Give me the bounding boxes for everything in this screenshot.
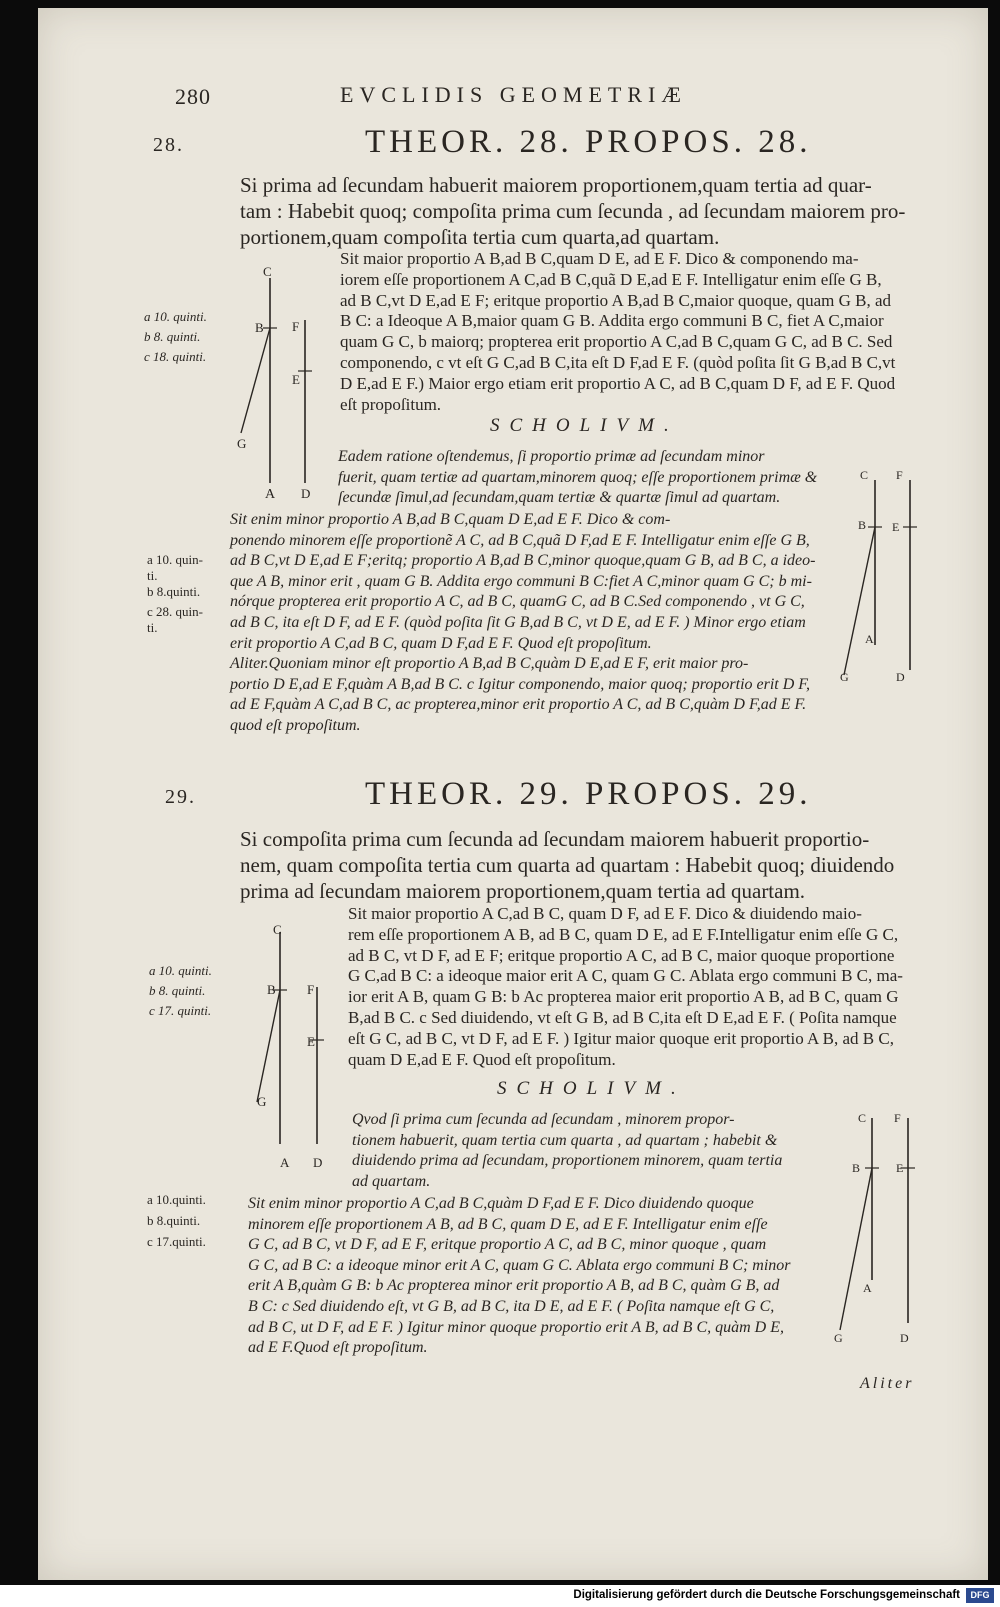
text-line: ad quartam. (352, 1172, 431, 1190)
page-number: 280 (175, 84, 211, 109)
svg-text:D: D (301, 486, 311, 501)
svg-text:E: E (896, 1161, 904, 1175)
margin-note: ti. (147, 568, 158, 583)
prop28-scholium-body (230, 510, 830, 737)
prop29-demonstration (348, 904, 943, 1070)
svg-text:C: C (263, 264, 272, 279)
svg-text:G: G (840, 670, 849, 684)
text-line: Eadem ratione oſtendemus, ſi proportio primæ ad ſecundam minor (338, 448, 765, 465)
prop28-demonstration (340, 249, 940, 415)
text-line: ad B C,vt D E,ad E F; eritque proportio A B,ad B C,maior quoque, quam G B, ad (340, 290, 892, 310)
text-line: G C,ad B C: a ideoque maior erit A C, quam G C. Ablata ergo communi B C, ma- (348, 966, 903, 986)
svg-text:G: G (257, 1094, 267, 1109)
prop29-margin-number: 29. (165, 786, 196, 808)
text-line: componendo, c vt eſt G C,ad B C,ita eſt D F,ad E F. (quòd poſita ſit G B,ad B C,vt (340, 352, 896, 372)
svg-text:F: F (894, 1111, 901, 1125)
text-line: fuerit, quam tertiæ ad quartam,minorem quoq; eſſe proportionem primæ & (338, 468, 818, 486)
svg-text:F: F (896, 468, 903, 482)
margin-note: c 18. quinti. (144, 349, 207, 364)
svg-text:A: A (280, 1155, 290, 1170)
margin-note: b 8. quinti. (144, 329, 201, 344)
text-line: ad B C, ita eſt D F, ad E F. (quòd poſita ſit G B,ad B C, vt D E, ad E F. ) Minor ergo etiam (230, 613, 806, 631)
running-title: EVCLIDIS GEOMETRIÆ (340, 82, 687, 107)
enunciation-line: prima ad ſecundam maiorem proportionem,quam tertia ad quartam. (240, 879, 806, 903)
prop29-scholium-body (248, 1194, 798, 1359)
enunciation-line: Si compoſita prima cum ſecunda ad ſecundam maiorem habuerit proportio- (240, 827, 870, 851)
svg-text:B: B (858, 518, 867, 532)
footer-credit: Digitalisierung gefördert durch die Deutsche Forschungsgemeinschaft (573, 1589, 960, 1601)
svg-text:F: F (307, 982, 315, 997)
text-line: ad E F.Quod eſt propoſitum. (248, 1339, 428, 1357)
text-line: quam D E,ad E F. Quod eſt propoſitum. (348, 1049, 616, 1069)
prop28-scholium-notes (147, 550, 227, 634)
text-line: que A B, minor erit , quam G B. Addita ergo communi B C:fiet A C,minor quam G C; b mi- (230, 572, 812, 590)
prop28-scholium-heading: SCHOLIVM. (490, 415, 679, 436)
margin-note: b 8. quinti. (149, 983, 206, 998)
text-line: minorem eſſe proportionem A B, ad B C, quam D E, ad E F. Intelligatur enim eſſe (248, 1215, 768, 1233)
svg-text:A: A (863, 1281, 872, 1295)
text-line: nórque propterea erit proportio A C, ad B C, quamG C, ad B C.Sed componendo , vt G C, (230, 593, 805, 611)
margin-note: a 10. quinti. (149, 963, 212, 978)
margin-note: c 17. quinti. (149, 1003, 212, 1018)
svg-text:G: G (834, 1331, 843, 1345)
text-line: D E,ad E F.) Maior ergo etiam erit proportio A C, ad B C,quam D F, ad E F. Quod (340, 373, 896, 393)
svg-text:A: A (265, 487, 276, 502)
svg-text:G: G (237, 436, 247, 451)
svg-text:A: A (865, 632, 874, 646)
prop28-title: THEOR. 28. PROPOS. 28. (365, 124, 812, 160)
enunciation-line: tam : Habebit quoq; compoſita prima cum ſecunda , ad ſecundam maiorem pro- (240, 199, 906, 223)
margin-note: c 28. quin- (147, 604, 203, 619)
catchword: Aliter (860, 1375, 915, 1392)
svg-text:C: C (273, 922, 282, 937)
enunciation-line: Si prima ad ſecundam habuerit maiorem proportionem,quam tertia ad quar- (240, 173, 872, 197)
dfg-logo: DFG (966, 1588, 994, 1603)
prop29-enunciation (240, 826, 945, 904)
prop29-title: THEOR. 29. PROPOS. 29. (365, 776, 812, 812)
svg-text:C: C (860, 468, 869, 482)
margin-note: a 10. quin- (147, 552, 203, 567)
text-line: B,ad B C. c Sed diuidendo, vt eſt G B, ad B C,ita eſt D E,ad E F. ( Poſita namque (348, 1007, 897, 1027)
text-line: ſecundæ ſimul,ad ſecundam,quam tertiæ & quartæ ſimul ad quartam. (338, 489, 781, 507)
prop29-scholium-notes (147, 1189, 227, 1252)
prop29-scholium-heading: SCHOLIVM. (497, 1078, 686, 1099)
text-line: B C: a Ideoque A B,maior quam G B. Addita ergo communi B C, fiet A C,maior (340, 311, 884, 331)
text-line: diuidendo prima ad ſecundam, proportionem minorem, quam tertia (352, 1152, 783, 1170)
text-line: eſt G C, ad B C, vt D F, ad E F. ) Igitur maior quoque erit proportio A B, ad B C, (348, 1028, 894, 1048)
text-line: ior erit A B, quam G B: b Ac propterea maior erit proportio A B, ad B C, quam G (348, 987, 899, 1007)
text-line: Aliter.Quoniam minor eſt proportio A B,ad B C,quàm D E,ad E F, erit maior pro- (230, 655, 749, 673)
margin-note: c 17.quinti. (147, 1234, 206, 1249)
svg-text:D: D (313, 1155, 323, 1170)
enunciation-line: portionem,quam compoſita tertia cum quarta,ad quartam. (240, 225, 720, 249)
svg-text:D: D (900, 1331, 909, 1345)
text-line: Sit maior proportio A B,ad B C,quam D E, ad E F. Dico & componendo ma- (340, 249, 859, 268)
text-line: B C: c Sed diuidendo eſt, vt G B, ad B C, ita D E, ad E F. ( Poſita namque eſt G C, (248, 1297, 775, 1315)
text-line: ad E F,quàm A C,ad B C, ac propterea,minor erit proportio A C, ad B C,quàm D F,ad E F. (230, 696, 807, 714)
text-line: quod eſt propoſitum. (230, 716, 361, 734)
prop28-margin-number: 28. (153, 134, 184, 156)
text-line: G C, ad B C: a ideoque minor erit A C, quam G C. Ablata ergo communi B C; minor (248, 1256, 791, 1274)
text-line: Sit enim minor proportio A C,ad B C,quàm D F,ad E F. Dico diuidendo quoque (248, 1195, 754, 1212)
prop28-margin-notes (144, 307, 224, 367)
prop28-figure-diagram (225, 258, 325, 508)
text-line: iorem eſſe proportionem A C,ad B C,quã D E,ad E F. Intelligatur enim eſſe G B, (340, 269, 882, 289)
margin-note: a 10.quinti. (147, 1192, 206, 1207)
text-line: erit proportio A C,ad B C, quam D F,ad E F. Quod eſt propoſitum. (230, 634, 652, 652)
text-line: ad B C, ut D F, ad E F. ) Igitur minor quoque proportio erit A B, ad B C, quàm D E, (248, 1318, 785, 1336)
text-line: tionem habuerit, quam tertia cum quarta , ad quartam ; habebit & (352, 1131, 778, 1149)
prop29-scholium-figure (830, 1108, 930, 1353)
margin-note: b 8.quinti. (147, 1213, 201, 1228)
svg-text:F: F (292, 319, 300, 334)
prop28-scholium-intro (338, 447, 838, 509)
svg-text:B: B (267, 982, 276, 997)
enunciation-line: nem, quam compoſita tertia cum quarta ad quartam : Habebit quoq; diuidendo (240, 853, 895, 877)
text-line: Qvod ſi prima cum ſecunda ad ſecundam , minorem propor- (352, 1111, 735, 1128)
prop29-margin-notes (149, 961, 229, 1021)
margin-note: ti. (147, 620, 158, 635)
digitization-footer (0, 1585, 1000, 1607)
svg-text:E: E (892, 520, 900, 534)
text-line: quam G C, b maiorq; propterea erit proportio A C,ad B C,quam G C, ad B C. Sed (340, 332, 893, 352)
text-line: Sit maior proportio A C,ad B C, quam D F, ad E F. Dico & diuidendo maio- (348, 904, 862, 923)
svg-text:B: B (255, 320, 264, 335)
prop28-scholium-figure (840, 465, 930, 705)
prop29-figure-diagram (235, 922, 335, 1172)
svg-text:E: E (307, 1034, 315, 1049)
svg-text:D: D (896, 670, 905, 684)
text-line: ad B C,vt D E,ad E F;eritq; proportio A B,ad B C,minor quoque,quam G B, ad B C, a ideo- (230, 552, 816, 570)
text-line: eſt propoſitum. (340, 394, 442, 414)
text-line: Sit enim minor proportio A B,ad B C,quam D E,ad E F. Dico & com- (230, 511, 671, 528)
prop29-scholium-intro (352, 1110, 792, 1192)
svg-text:C: C (858, 1111, 867, 1125)
text-line: ad B C, vt D F, ad E F; eritque proportio A C, ad B C, maior quoque proportione (348, 945, 895, 965)
text-line: rem eſſe proportionem A B, ad B C, quam D E, ad E F.Intelligatur enim eſſe G C, (348, 924, 899, 944)
svg-text:E: E (292, 372, 300, 387)
text-line: G C, ad B C, vt D F, ad E F, eritque proportio A C, ad B C, minor quoque , quam (248, 1236, 767, 1254)
margin-note: b 8.quinti. (147, 584, 201, 599)
text-line: portio D E,ad E F,quàm A B,ad B C. c Igitur componendo, maior quoq; proportio erit D F, (230, 675, 810, 693)
prop28-enunciation (240, 172, 940, 250)
text-line: ponendo minorem eſſe proportionẽ A C, ad B C,quã D F,ad E F. Intelligatur enim eſſe G B, (230, 531, 810, 549)
text-line: erit A B,quàm G B: b Ac propterea minor erit proportio A B, ad B C, quàm G B, ad (248, 1277, 780, 1295)
svg-text:B: B (852, 1161, 861, 1175)
margin-note: a 10. quinti. (144, 309, 207, 324)
